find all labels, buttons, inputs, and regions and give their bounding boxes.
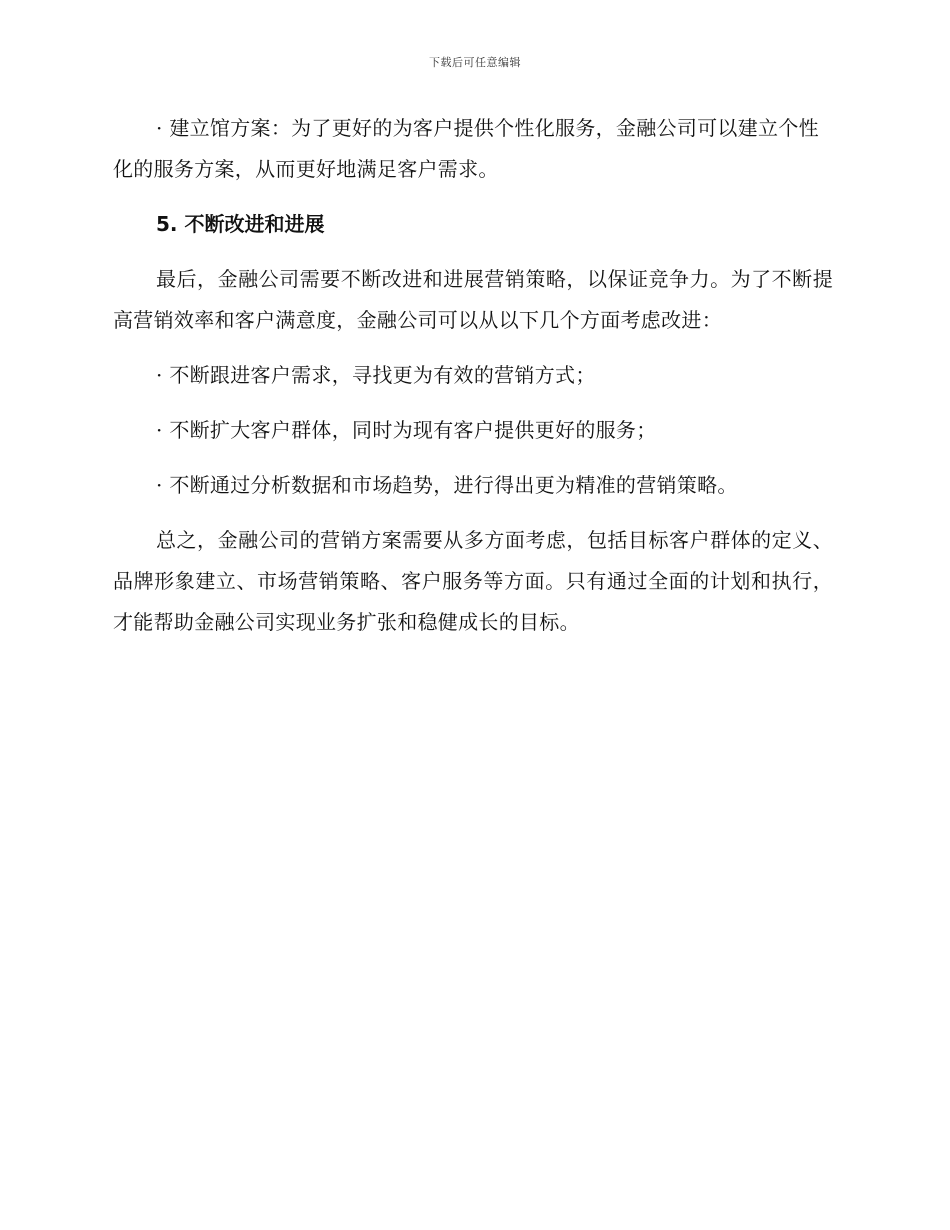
section-heading: 5. 不断改进和进展	[156, 212, 325, 236]
paragraph-conclusion: 总之，金融公司的营销方案需要从多方面考虑，包括目标客户群体的定义、品牌形象建立、市场营销策略、客户服务等方面。只有通过全面的计划和执行，才能帮助金融公司实现业务扩张和稳健成长的目标。	[113, 528, 833, 634]
page-header: 下载后可任意编辑	[429, 56, 521, 69]
bullet-item: · 不断跟进客户需求，寻找更为有效的营销方式；	[156, 363, 596, 387]
paragraph-improvement: 最后，金融公司需要不断改进和进展营销策略，以保证竞争力。为了不断提高营销效率和客户满意度，金融公司可以从以下几个方面考虑改进：	[113, 267, 833, 332]
bullet-item: · 不断通过分析数据和市场趋势，进行得出更为精准的营销策略。	[156, 473, 738, 497]
bullet-item-custom-plan: · 建立馆方案：为了更好的为客户提供个性化服务，金融公司可以建立个性化的服务方案，从而更好地满足客户需求。	[113, 116, 819, 181]
bullet-item: · 不断扩大客户群体，同时为现有客户提供更好的服务；	[156, 418, 657, 442]
document-body	[113, 108, 833, 657]
